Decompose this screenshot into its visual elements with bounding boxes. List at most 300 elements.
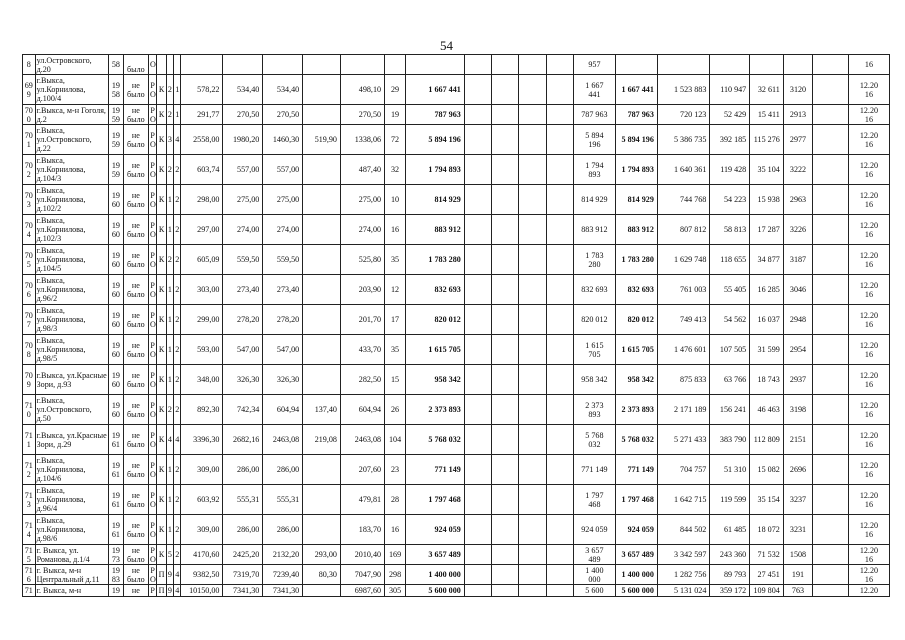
area-living-cell [223, 485, 263, 515]
table-row [23, 585, 890, 597]
blank-cell [519, 305, 546, 335]
mat-cell [148, 305, 156, 335]
payment-cell [573, 335, 615, 365]
residents-cell-a6: 16 [390, 525, 400, 534]
blank-cell [519, 335, 546, 365]
area-living-cell [223, 515, 263, 545]
area-nonres-cell [303, 185, 341, 215]
area-living-cell [223, 425, 263, 455]
area-total-cell [181, 455, 223, 485]
blank-cell [813, 455, 849, 485]
blank-cell [464, 55, 491, 75]
year-cell-y2: 61 [111, 439, 120, 449]
fund-cell-p1: 704 757 [680, 465, 707, 474]
blank-cell [546, 55, 573, 75]
num-cell-n2: 9 [26, 89, 31, 99]
type-cell [157, 545, 166, 565]
floors-cell-f: 1 [167, 345, 172, 354]
area-res-cell-a3: 604,94 [276, 405, 300, 414]
entrances-cell-e: 4 [175, 435, 180, 444]
blank-cell [464, 485, 491, 515]
floors-cell [166, 425, 173, 455]
type-cell [157, 185, 166, 215]
area-total-cell [181, 395, 223, 425]
fund-cell [657, 395, 709, 425]
id-cell [783, 55, 812, 75]
entrances-cell-e: 2 [175, 315, 180, 324]
area-common-cell-a5: 203,90 [358, 285, 382, 294]
address-cell [35, 455, 108, 485]
area-nonres-cell-a4: 137,40 [314, 405, 337, 414]
payment-total-cell [615, 565, 657, 585]
status-cell-st1: не [131, 220, 140, 230]
blank-cell [464, 275, 491, 305]
fund-cell-p1: 749 413 [680, 315, 707, 324]
blank-cell [519, 75, 546, 105]
residents-cell-a6: 169 [388, 550, 402, 559]
mat-cell [148, 585, 156, 597]
residents-cell [385, 585, 406, 597]
period-cell-per: 12.20 16 [859, 400, 879, 419]
period-cell-per: 12.20 16 [859, 220, 879, 239]
area-total-cell-a1: 3396,30 [193, 435, 220, 444]
payment-total-cell [615, 245, 657, 275]
entrances-cell-e: 4 [175, 135, 180, 144]
status-cell-st1: не [131, 190, 140, 200]
area-living-cell-a2: 534,40 [237, 85, 260, 94]
area-living-cell-a2: 286,00 [237, 465, 260, 474]
address-cell-addr: г. Выкса, м-н [36, 586, 82, 595]
year-cell [109, 395, 124, 425]
status-cell-st1: не [131, 370, 140, 380]
year-cell-y2: 59 [111, 114, 120, 124]
period-cell [848, 125, 889, 155]
local-cell-p3: 31 599 [757, 345, 780, 354]
area-res-cell [263, 75, 303, 105]
address-cell [35, 305, 108, 335]
area-living-cell [223, 565, 263, 585]
num-cell-n1: 71 [24, 460, 33, 470]
blank-cell [492, 455, 519, 485]
fund-cell [657, 485, 709, 515]
region-cell [710, 305, 750, 335]
total-cost-cell-sum: 958 342 [434, 375, 461, 384]
period-cell-per: 16 [864, 60, 873, 69]
num-cell [23, 185, 36, 215]
payment-cell-pay: 771 149 [581, 465, 608, 474]
area-common-cell-a5: 274,00 [358, 225, 382, 234]
area-total-cell [181, 215, 223, 245]
period-cell [848, 105, 889, 125]
area-nonres-cell [303, 565, 341, 585]
address-cell [35, 545, 108, 565]
year-cell-y2: 61 [111, 529, 120, 539]
blank-cell [546, 395, 573, 425]
region-cell-p2: 119 428 [720, 165, 747, 174]
residents-cell-a6: 16 [390, 225, 400, 234]
blank-cell [464, 305, 491, 335]
area-living-cell-a2: 326,30 [237, 375, 260, 384]
area-res-cell-a3: 286,00 [276, 465, 300, 474]
blank-cell [492, 55, 519, 75]
area-common-cell-a5: 275,00 [358, 195, 382, 204]
region-cell-p2: 383 790 [719, 435, 747, 444]
fund-cell [657, 125, 709, 155]
mat-cell [148, 515, 156, 545]
address-cell-addr: г.Выкса, ул.Корнилова, д.96/2 [36, 276, 86, 303]
floors-cell-f: 1 [167, 315, 172, 324]
floors-cell [166, 485, 173, 515]
area-living-cell [223, 335, 263, 365]
period-cell-per: 12.20 16 [859, 105, 879, 124]
period-cell [848, 275, 889, 305]
type-cell-c1: К [158, 285, 165, 294]
status-cell [123, 305, 148, 335]
local-cell [750, 565, 784, 585]
fund-cell-p1: 1 476 601 [673, 345, 707, 354]
residents-cell [385, 275, 406, 305]
period-cell [848, 485, 889, 515]
entrances-cell [174, 545, 181, 565]
status-cell-st2: было [127, 289, 145, 299]
entrances-cell [174, 155, 181, 185]
period-cell-per: 12.20 16 [859, 80, 879, 99]
status-cell [123, 215, 148, 245]
payment-cell-pay: 787 963 [581, 110, 608, 119]
payment-total-cell-pay2: 1 794 893 [621, 165, 654, 174]
period-cell [848, 585, 889, 597]
fund-cell [657, 245, 709, 275]
table-row [23, 515, 890, 545]
id-cell-id: 3046 [789, 285, 807, 294]
area-res-cell-a3: 1460,30 [272, 135, 300, 144]
area-res-cell-a3: 534,40 [276, 85, 300, 94]
residents-cell [385, 455, 406, 485]
type-cell [157, 305, 166, 335]
id-cell [783, 245, 812, 275]
area-nonres-cell [303, 515, 341, 545]
area-res-cell [263, 545, 303, 565]
table-row [23, 155, 890, 185]
id-cell-id: 2954 [789, 345, 807, 354]
entrances-cell [174, 305, 181, 335]
payment-total-cell [615, 155, 657, 185]
blank-cell [519, 125, 546, 155]
blank-cell [546, 275, 573, 305]
blank-cell [492, 585, 519, 597]
fund-cell-p1: 720 123 [680, 110, 707, 119]
year-cell [109, 305, 124, 335]
local-cell-p3: 34 877 [757, 255, 780, 264]
entrances-cell [174, 455, 181, 485]
status-cell-st1: не [131, 160, 140, 170]
year-cell-y2: 83 [111, 574, 120, 584]
blank-cell [492, 75, 519, 105]
area-common-cell [340, 55, 384, 75]
region-cell [710, 75, 750, 105]
area-res-cell [263, 215, 303, 245]
table-row [23, 55, 890, 75]
entrances-cell-e: 2 [175, 495, 180, 504]
payment-cell [573, 515, 615, 545]
local-cell-p3: 27 451 [757, 570, 780, 579]
blank-cell [519, 55, 546, 75]
blank-cell [813, 125, 849, 155]
floors-cell-f: 1 [167, 465, 172, 474]
region-cell [710, 365, 750, 395]
table-row [23, 215, 890, 245]
total-cost-cell-sum: 1 797 468 [428, 495, 461, 504]
area-res-cell [263, 275, 303, 305]
payment-total-cell [615, 425, 657, 455]
entrances-cell [174, 585, 181, 597]
payment-total-cell-pay2: 5 768 032 [621, 435, 654, 444]
total-cost-cell-sum: 1 615 705 [428, 345, 461, 354]
year-cell [109, 105, 124, 125]
id-cell [783, 215, 812, 245]
table-row [23, 545, 890, 565]
blank-cell [546, 75, 573, 105]
year-cell [109, 365, 124, 395]
area-common-cell-a5: 207,60 [358, 465, 382, 474]
area-common-cell [340, 565, 384, 585]
blank-cell [813, 585, 849, 597]
local-cell-p3: 71 532 [757, 550, 780, 559]
residents-cell [385, 545, 406, 565]
id-cell [783, 585, 812, 597]
blank-cell [519, 245, 546, 275]
status-cell-st1: не [131, 310, 140, 320]
num-cell [23, 55, 36, 75]
area-res-cell-a3: 286,00 [276, 525, 300, 534]
total-cost-cell [406, 395, 465, 425]
payment-cell-pay: 1 400 000 [585, 565, 604, 584]
residents-cell [385, 55, 406, 75]
blank-cell [813, 515, 849, 545]
blank-cell [464, 545, 491, 565]
status-cell-st2: было [127, 379, 145, 389]
period-cell [848, 335, 889, 365]
local-cell-p3: 109 804 [753, 586, 780, 595]
mat-cell-m: Р О [149, 250, 156, 269]
id-cell-id: 3222 [789, 165, 807, 174]
status-cell-st2: было [127, 439, 145, 449]
mat-cell [148, 215, 156, 245]
blank-cell [813, 335, 849, 365]
region-cell [710, 125, 750, 155]
floors-cell-f: 5 [167, 550, 172, 559]
blank-cell [519, 105, 546, 125]
num-cell-n1: 70 [24, 220, 33, 230]
payment-total-cell [615, 335, 657, 365]
num-cell [23, 335, 36, 365]
num-cell-n1: 71 [24, 545, 33, 555]
residents-cell-a6: 15 [390, 375, 400, 384]
status-cell-st2: было [127, 114, 145, 124]
blank-cell [464, 585, 491, 597]
region-cell-p2: 392 185 [719, 135, 747, 144]
area-res-cell [263, 585, 303, 597]
num-cell-n1: 70 [24, 310, 33, 320]
area-living-cell [223, 185, 263, 215]
mat-cell [148, 75, 156, 105]
local-cell-p3: 35 154 [757, 495, 780, 504]
year-cell-y2: 59 [111, 139, 120, 149]
type-cell-c1: К [158, 110, 165, 119]
period-cell [848, 395, 889, 425]
num-cell [23, 75, 36, 105]
area-nonres-cell-a4: 80,30 [318, 570, 337, 579]
status-cell-st2: было [127, 319, 145, 329]
year-cell-y1: 19 [111, 250, 120, 260]
region-cell-p2: 52 429 [723, 110, 747, 119]
area-common-cell [340, 485, 384, 515]
blank-cell [519, 565, 546, 585]
id-cell-id: 3198 [789, 405, 807, 414]
payment-cell-pay: 1 667 441 [585, 80, 604, 99]
status-cell [123, 275, 148, 305]
payment-total-cell-pay2: 2 373 893 [621, 405, 654, 414]
blank-cell [464, 185, 491, 215]
total-cost-cell-sum: 771 149 [434, 465, 461, 474]
year-cell-y1: 19 [111, 280, 120, 290]
area-nonres-cell-a4: 519,90 [314, 135, 337, 144]
area-total-cell [181, 245, 223, 275]
num-cell-n1: 70 [24, 130, 33, 140]
area-total-cell-a1: 603,92 [197, 495, 220, 504]
blank-cell [519, 215, 546, 245]
entrances-cell-e: 4 [175, 570, 180, 579]
area-nonres-cell [303, 75, 341, 105]
blank-cell [492, 365, 519, 395]
address-cell-addr: г.Выкса, ул.Красные Зори, д.93 [36, 370, 107, 389]
fund-cell [657, 585, 709, 597]
address-cell [35, 185, 108, 215]
area-common-cell-a5: 183,70 [358, 525, 382, 534]
residents-cell [385, 565, 406, 585]
region-cell-p2: 156 241 [719, 405, 747, 414]
area-res-cell [263, 305, 303, 335]
mat-cell-m: Р О [149, 340, 156, 359]
residents-cell [385, 515, 406, 545]
region-cell [710, 485, 750, 515]
area-res-cell-a3: 2132,20 [272, 550, 300, 559]
year-cell-y1: 19 [111, 400, 120, 410]
address-cell-addr: г.Выкса, ул.Корнилова, д.102/3 [36, 216, 86, 243]
area-nonres-cell [303, 395, 341, 425]
entrances-cell [174, 395, 181, 425]
area-total-cell [181, 75, 223, 105]
payment-total-cell [615, 275, 657, 305]
type-cell [157, 335, 166, 365]
blank-cell [464, 365, 491, 395]
type-cell-c1: П [158, 570, 165, 579]
area-res-cell [263, 55, 303, 75]
payment-cell-pay: 820 012 [581, 315, 608, 324]
area-nonres-cell [303, 215, 341, 245]
area-common-cell-a5: 282,50 [358, 375, 382, 384]
area-total-cell-a1: 348,00 [197, 375, 220, 384]
status-cell-st2: было [127, 64, 145, 74]
year-cell-y1: 19 [111, 430, 120, 440]
region-cell [710, 105, 750, 125]
floors-cell [166, 545, 173, 565]
payment-cell [573, 75, 615, 105]
year-cell [109, 565, 124, 585]
residents-cell [385, 105, 406, 125]
total-cost-cell [406, 305, 465, 335]
blank-cell [464, 425, 491, 455]
period-cell-per: 12.20 16 [859, 250, 879, 269]
id-cell [783, 105, 812, 125]
payment-cell [573, 425, 615, 455]
id-cell-id: 2913 [789, 110, 807, 119]
entrances-cell [174, 245, 181, 275]
area-nonres-cell [303, 485, 341, 515]
status-cell [123, 455, 148, 485]
year-cell-y1: 19 [111, 520, 120, 530]
payment-cell [573, 245, 615, 275]
area-total-cell [181, 335, 223, 365]
local-cell [750, 185, 784, 215]
area-common-cell [340, 75, 384, 105]
id-cell [783, 365, 812, 395]
blank-cell [813, 185, 849, 215]
num-cell [23, 275, 36, 305]
status-cell-st1: не [131, 105, 140, 115]
area-total-cell-a1: 298,00 [197, 195, 220, 204]
area-res-cell [263, 125, 303, 155]
area-total-cell [181, 365, 223, 395]
local-cell-p3: 18 743 [757, 375, 780, 384]
address-cell [35, 425, 108, 455]
num-cell-n1: 8 [26, 60, 31, 69]
year-cell-y2: 59 [111, 169, 120, 179]
local-cell [750, 125, 784, 155]
period-cell [848, 55, 889, 75]
blank-cell [546, 425, 573, 455]
payment-total-cell-pay2: 820 012 [627, 315, 654, 324]
payment-total-cell-pay2: 832 693 [627, 285, 654, 294]
floors-cell-f: 2 [167, 255, 172, 264]
entrances-cell [174, 105, 181, 125]
area-total-cell-a1: 892,30 [197, 405, 220, 414]
area-nonres-cell [303, 275, 341, 305]
payment-cell-pay: 958 342 [581, 375, 608, 384]
mat-cell [148, 545, 156, 565]
fund-cell [657, 275, 709, 305]
status-cell-st2: было [127, 499, 145, 509]
fund-cell [657, 515, 709, 545]
area-common-cell [340, 155, 384, 185]
entrances-cell [174, 485, 181, 515]
status-cell [123, 395, 148, 425]
mat-cell [148, 425, 156, 455]
blank-cell [492, 485, 519, 515]
fund-cell [657, 185, 709, 215]
payment-cell-pay: 957 [588, 60, 601, 69]
total-cost-cell-sum: 5 894 196 [428, 135, 461, 144]
area-total-cell [181, 185, 223, 215]
id-cell [783, 545, 812, 565]
blank-cell [546, 365, 573, 395]
blank-cell [519, 155, 546, 185]
year-cell-y2: 60 [111, 229, 120, 239]
region-cell-p2: 51 310 [723, 465, 747, 474]
total-cost-cell-sum: 2 373 893 [428, 405, 461, 414]
id-cell-id: 1508 [789, 550, 807, 559]
year-cell [109, 215, 124, 245]
